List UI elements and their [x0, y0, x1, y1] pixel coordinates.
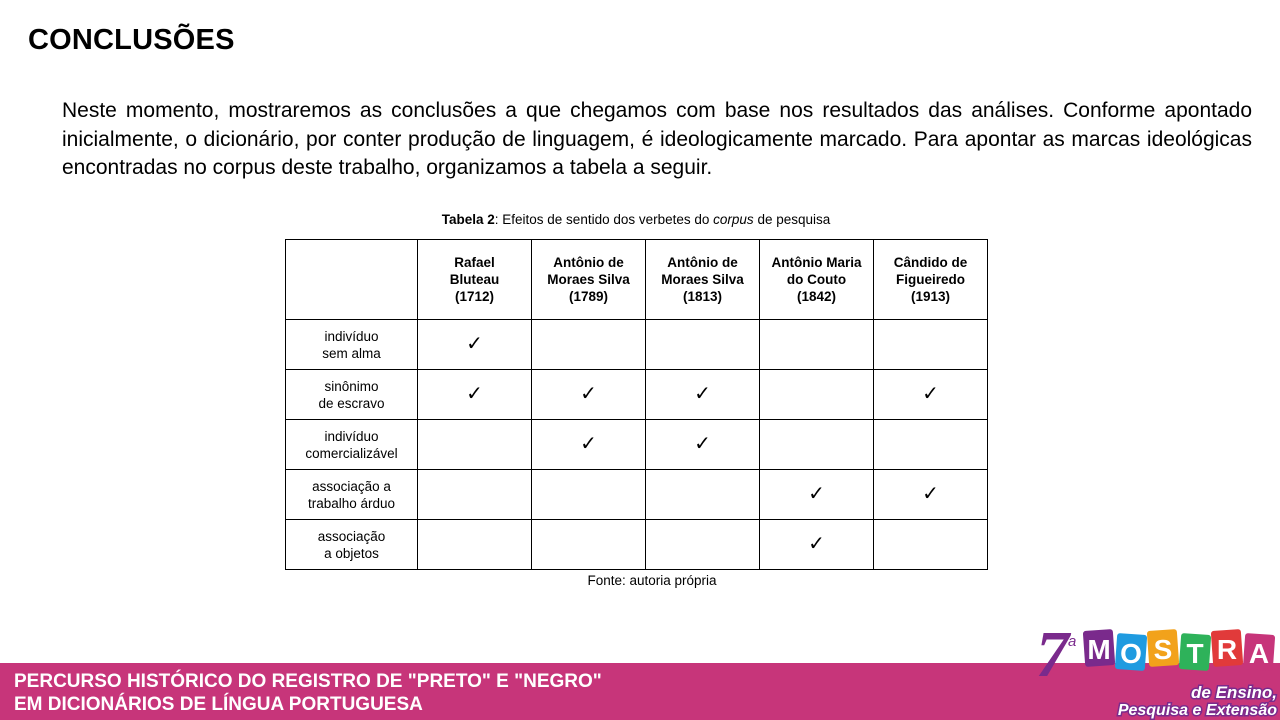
- header-line: Antônio de: [667, 255, 738, 270]
- table-row: [286, 520, 988, 570]
- header-line: do Couto: [786, 272, 847, 287]
- checkmark-icon: ✓: [694, 381, 711, 405]
- row-label-line: de escravo: [318, 395, 385, 411]
- logo-letter: A: [1248, 638, 1270, 669]
- table-row: [286, 320, 988, 370]
- header-cell: [760, 240, 874, 320]
- row-label-cell: [286, 370, 418, 420]
- checkmark-icon: ✓: [922, 481, 939, 505]
- logo-letter: M: [1087, 634, 1111, 665]
- footer-title: [14, 670, 602, 716]
- mark-cell: [646, 470, 760, 520]
- header-empty-cell: [286, 240, 418, 320]
- footer-line-1: PERCURSO HISTÓRICO DO REGISTRO DE "PRETO" E "NEGRO": [14, 671, 602, 692]
- logo-letters: [1083, 629, 1275, 671]
- mark-cell: [760, 470, 874, 520]
- mark-cell: [760, 370, 874, 420]
- row-label-line: associação: [317, 528, 386, 544]
- row-label-cell: [286, 520, 418, 570]
- header-cell: [874, 240, 988, 320]
- mark-cell: [760, 320, 874, 370]
- mark-cell: [874, 470, 988, 520]
- header-line: (1712): [454, 289, 495, 304]
- row-label-line: a objetos: [324, 545, 379, 561]
- mark-cell: [646, 520, 760, 570]
- logo-letter: S: [1153, 634, 1173, 665]
- caption-text-before: : Efeitos de sentido dos verbetes do: [494, 212, 714, 227]
- header-line: (1789): [568, 289, 609, 304]
- header-line: Figueiredo: [895, 272, 965, 287]
- row-label-cell: [286, 420, 418, 470]
- caption-label: Tabela 2: [441, 212, 495, 227]
- header-line: Cândido de: [893, 255, 968, 270]
- header-line: Bluteau: [449, 272, 500, 287]
- row-label-line: comercializável: [305, 445, 398, 461]
- header-line: Antônio Maria: [771, 255, 862, 270]
- logo-letter: O: [1120, 638, 1142, 669]
- mark-cell: [418, 370, 532, 420]
- caption-text-after: de pesquisa: [753, 212, 831, 227]
- mark-cell: [532, 320, 646, 370]
- mark-cell: [646, 420, 760, 470]
- effects-table: [285, 239, 988, 570]
- header-line: (1813): [682, 289, 723, 304]
- table-row: [286, 470, 988, 520]
- header-line: (1842): [796, 289, 837, 304]
- table-row: [286, 420, 988, 470]
- row-label-line: trabalho árduo: [307, 495, 396, 511]
- checkmark-icon: ✓: [922, 381, 939, 405]
- table-source: Fonte: autoria própria: [587, 573, 717, 588]
- checkmark-icon: ✓: [808, 531, 825, 555]
- mark-cell: [418, 520, 532, 570]
- row-label-line: indivíduo: [324, 428, 379, 444]
- checkmark-icon: ✓: [580, 381, 597, 405]
- row-label-line: associação a: [312, 478, 391, 494]
- table-header-row: [286, 240, 988, 320]
- checkmark-icon: ✓: [466, 331, 483, 355]
- logo-line-2: Pesquisa e Extensão: [1117, 702, 1277, 719]
- mark-cell: [874, 420, 988, 470]
- header-cell: [532, 240, 646, 320]
- mark-cell: [760, 420, 874, 470]
- mark-cell: [532, 470, 646, 520]
- checkmark-icon: ✓: [808, 481, 825, 505]
- footer-line-2: EM DICIONÁRIOS DE LÍNGUA PORTUGUESA: [14, 694, 423, 715]
- slide-title: CONCLUSÕES: [28, 24, 235, 56]
- checkmark-icon: ✓: [580, 431, 597, 455]
- row-label-line: indivíduo: [324, 328, 379, 344]
- table-caption: [285, 212, 987, 227]
- mark-cell: [532, 370, 646, 420]
- logo-ordinal: a: [1068, 633, 1077, 650]
- row-label-cell: [286, 320, 418, 370]
- mark-cell: [874, 520, 988, 570]
- mark-cell: [760, 520, 874, 570]
- mark-cell: [532, 420, 646, 470]
- mark-cell: [646, 320, 760, 370]
- checkmark-icon: ✓: [466, 381, 483, 405]
- header-cell: [418, 240, 532, 320]
- table-row: [286, 370, 988, 420]
- header-line: (1913): [910, 289, 951, 304]
- intro-paragraph: Neste momento, mostraremos as conclusões a que chegamos com base nos resultados das análises. Conforme apontado inicialmente, o dicionário, por conter produção de linguagem, é ideologicamente marcado. Para apontar as marcas ideológicas encontradas no corpus deste trabalho, organizamos a tabela a seguir.: [62, 99, 1252, 179]
- row-label-cell: [286, 470, 418, 520]
- logo-letter: T: [1186, 638, 1204, 669]
- row-label-line: sem alma: [322, 345, 381, 361]
- checkmark-icon: ✓: [694, 431, 711, 455]
- header-line: Moraes Silva: [547, 272, 630, 287]
- mark-cell: [418, 470, 532, 520]
- logo-line-1: de Ensino,: [1191, 683, 1277, 702]
- table-body: [286, 320, 988, 570]
- header-line: Moraes Silva: [661, 272, 744, 287]
- mark-cell: [646, 370, 760, 420]
- header-cell: [646, 240, 760, 320]
- caption-italic: corpus: [713, 212, 754, 227]
- header-line: Antônio de: [553, 255, 624, 270]
- mark-cell: [418, 320, 532, 370]
- mark-cell: [532, 520, 646, 570]
- header-line: Rafael: [454, 255, 495, 270]
- mark-cell: [874, 320, 988, 370]
- logo-number: 7: [1036, 618, 1069, 691]
- logo-letter: R: [1216, 634, 1238, 665]
- row-label-line: sinônimo: [324, 378, 379, 394]
- mark-cell: [874, 370, 988, 420]
- mark-cell: [418, 420, 532, 470]
- mostra-logo: [1034, 614, 1280, 720]
